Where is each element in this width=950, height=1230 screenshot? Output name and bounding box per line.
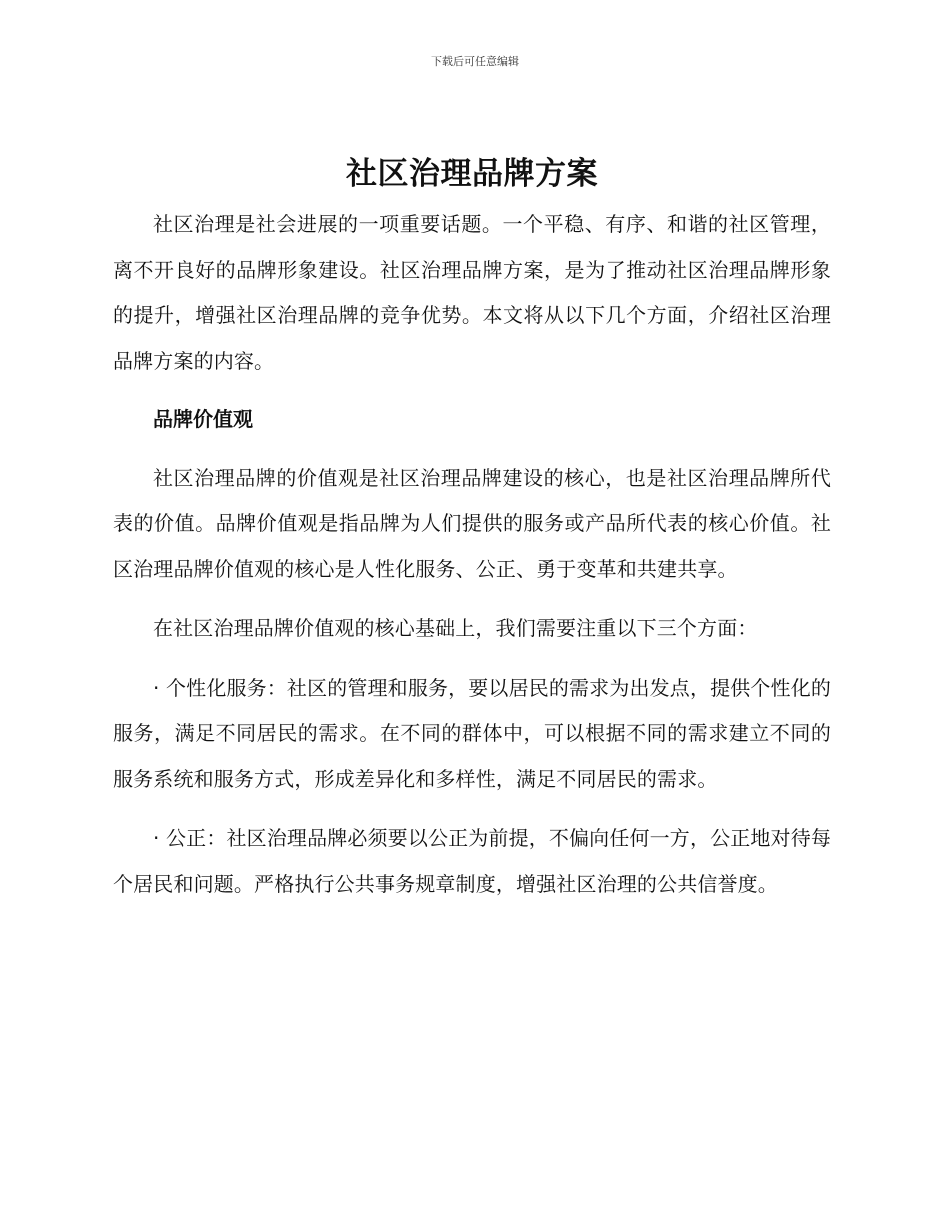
header-note: 下载后可任意编辑 bbox=[431, 55, 519, 68]
section-heading-brand-values: 品牌价值观 bbox=[153, 407, 253, 431]
intro-paragraph: 社区治理是社会进展的一项重要话题。一个平稳、有序、和谐的社区管理，离不开良好的品牌形象建设。社区治理品牌方案，是为了推动社区治理品牌形象的提升，增强社区治理品牌的竞争优势。本文将从以下几个方面，介绍社区治理品牌方案的内容。 bbox=[113, 212, 831, 373]
three-aspects-paragraph: 在社区治理品牌价值观的核心基础上，我们需要注重以下三个方面： bbox=[153, 616, 758, 640]
bullet-fairness: · 公正：社区治理品牌必须要以公正为前提，不偏向任何一方，公正地对待每个居民和问题。严格执行公共事务规章制度，增强社区治理的公共信誉度。 bbox=[113, 826, 831, 896]
bullet-personalized-service: · 个性化服务：社区的管理和服务，要以居民的需求为出发点，提供个性化的服务，满足不同居民的需求。在不同的群体中，可以根据不同的需求建立不同的服务系统和服务方式，形成差异化和多样性，满足不同居民的需求。 bbox=[113, 675, 831, 791]
document-body bbox=[113, 146, 831, 907]
document-title: 社区治理品牌方案 bbox=[346, 156, 598, 192]
brand-values-paragraph: 社区治理品牌的价值观是社区治理品牌建设的核心，也是社区治理品牌所代表的价值。品牌价值观是指品牌为人们提供的服务或产品所代表的核心价值。社区治理品牌价值观的核心是人性化服务、公正、勇于变革和共建共享。 bbox=[113, 465, 831, 581]
